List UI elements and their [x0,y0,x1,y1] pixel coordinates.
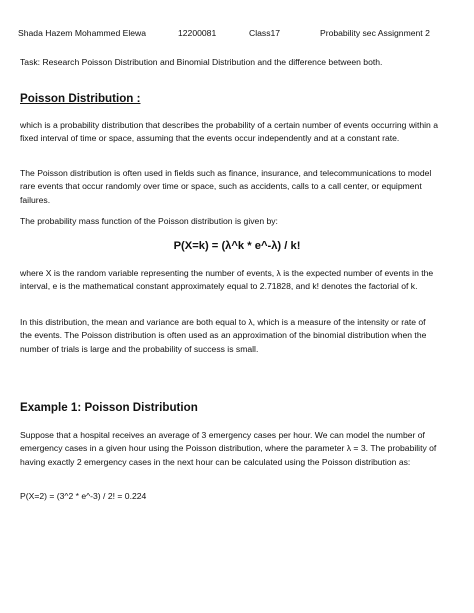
document-header [18,28,462,42]
student-id: 12200081 [178,28,217,38]
student-name: Shada Hazem Mohammed Elewa [18,28,147,38]
poisson-pmf-intro: The probability mass function of the Poisson distribution is given by: [20,216,278,226]
course-assignment-label: Probability sec Assignment 2 [320,28,430,38]
poisson-usage-paragraph: The Poisson distribution is often used in fields such as finance, insurance, and telecommunications to model rare events that occur randomly over time or space, such as accidents, calls to a call center, or equipment failures. [20,168,432,205]
example-section-title: Example 1: Poisson Distribution [20,401,198,414]
poisson-definition-paragraph: which is a probability distribution that describes the probability of a certain number of events occurring within a fixed interval of time or space, assuming that the events occur independently and at a constant rate. [20,120,438,144]
class-label: Class17 [249,28,281,38]
poisson-section-title: Poisson Distribution : [20,92,141,105]
poisson-variables-paragraph: where X is the random variable representing the number of events, λ is the expected number of events in the interval, e is the mathematical constant approximately equal to 2.71828, and k! denotes the factorial of k. [20,268,434,292]
poisson-mean-variance-paragraph: In this distribution, the mean and variance are both equal to λ, which is a measure of the intensity or rate of the events. The Poisson distribution is often used as an approximation of the binomial distribution when the number of trials is large and the probability of success is small. [20,317,427,354]
task-statement: Task: Research Poisson Distribution and Binomial Distribution and the difference between both. [20,57,383,67]
example-description-paragraph: Suppose that a hospital receives an average of 3 emergency cases per hour. We can model the number of emergency cases in a given hour using the Poisson distribution, where the parameter λ = 3. The probability of having exactly 2 emergency cases in the next hour can be calculated using the Poisson distribution as: [20,430,437,467]
poisson-pmf-formula: P(X=k) = (λ^k * e^-λ) / k! [173,240,301,252]
example-calculation: P(X=2) = (3^2 * e^-3) / 2! = 0.224 [20,491,147,501]
